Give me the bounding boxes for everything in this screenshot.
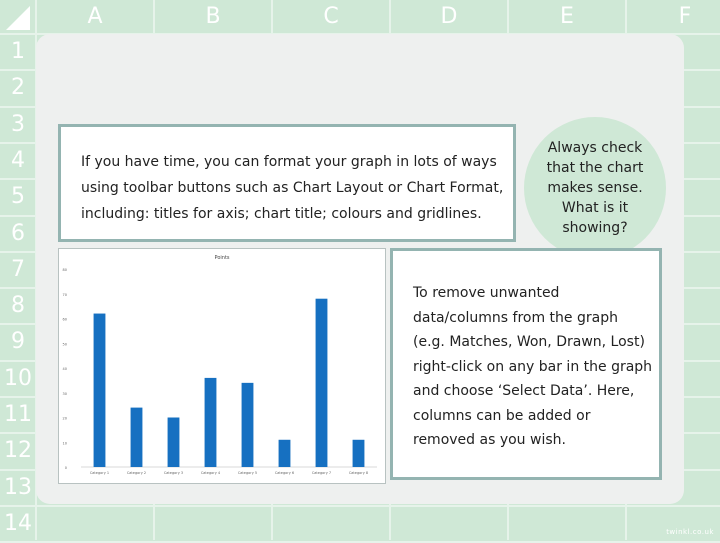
column-header[interactable]: F: [678, 4, 692, 29]
column-header[interactable]: A: [87, 4, 103, 29]
row-header[interactable]: 10: [4, 365, 32, 391]
x-tick-label: Category 5: [237, 471, 258, 475]
x-tick-label: Category 6: [274, 471, 295, 475]
x-tick-label: Category 3: [163, 471, 184, 475]
chart-bar[interactable]: [131, 408, 143, 467]
chart-bar[interactable]: [205, 378, 217, 467]
column-header[interactable]: C: [323, 4, 339, 29]
format-tips-textbox: [58, 124, 516, 242]
row-header[interactable]: 3: [11, 111, 25, 137]
row-header[interactable]: 12: [4, 438, 32, 464]
row-header[interactable]: 1: [11, 39, 25, 64]
remove-data-note: [390, 248, 662, 480]
row-header[interactable]: 14: [4, 510, 32, 536]
y-tick-label: 70: [62, 292, 67, 297]
x-tick-label: Category 8: [348, 471, 369, 475]
y-tick-label: 80: [62, 268, 67, 272]
y-tick-label: 10: [62, 441, 67, 446]
row-header[interactable]: 7: [11, 256, 25, 282]
y-tick-label: 30: [62, 391, 67, 396]
points-chart[interactable]: [58, 248, 386, 484]
format-tips-text: If you have time, you can format your graph in lots of ways using toolbar buttons such as Chart Layout or Chart Format, including: titles for axis; chart title; colours and gridlines.: [81, 154, 504, 222]
chart-bar[interactable]: [353, 440, 365, 467]
row-header[interactable]: 5: [11, 184, 25, 210]
y-tick-label: 40: [62, 367, 67, 371]
x-tick-label: Category 2: [126, 471, 147, 475]
row-header[interactable]: 13: [4, 474, 32, 500]
column-header[interactable]: E: [560, 4, 574, 29]
chart-bar[interactable]: [316, 299, 328, 467]
y-tick-label: 20: [62, 416, 67, 421]
y-tick-label: 0: [64, 466, 67, 470]
y-tick-label: 60: [62, 317, 67, 322]
select-all-corner[interactable]: [6, 6, 30, 30]
row-header[interactable]: 11: [4, 402, 32, 427]
x-tick-label: Category 4: [200, 471, 221, 475]
footer-credit: twinkl.co.uk: [666, 528, 714, 536]
column-header[interactable]: B: [205, 4, 221, 29]
check-sense-text: Always check that the chart makes sense. What is it showing?: [546, 140, 644, 236]
y-tick-label: 50: [62, 342, 67, 347]
chart-bar[interactable]: [168, 418, 180, 468]
row-header[interactable]: 2: [11, 75, 25, 101]
row-header[interactable]: 9: [11, 329, 25, 355]
row-header[interactable]: 8: [11, 293, 25, 319]
x-tick-label: Category 7: [311, 471, 332, 475]
chart-title: Points: [214, 255, 230, 261]
grid-row-line: [0, 505, 720, 507]
points-chart-svg: [59, 249, 385, 483]
chart-bar[interactable]: [242, 383, 254, 467]
column-header[interactable]: D: [440, 4, 458, 29]
check-sense-bubble: [520, 113, 670, 263]
x-tick-label: Category 1: [89, 471, 110, 475]
chart-bar[interactable]: [279, 440, 291, 467]
chart-bar[interactable]: [94, 314, 106, 467]
row-header[interactable]: 4: [11, 147, 25, 173]
remove-data-text: To remove unwanted data/columns from the graph (e.g. Matches, Won, Drawn, Lost) right-click on any bar in the graph and choose ‘Select Data’. Here, columns can be added or removed as you wish.: [413, 285, 653, 448]
row-header[interactable]: 6: [11, 220, 25, 246]
